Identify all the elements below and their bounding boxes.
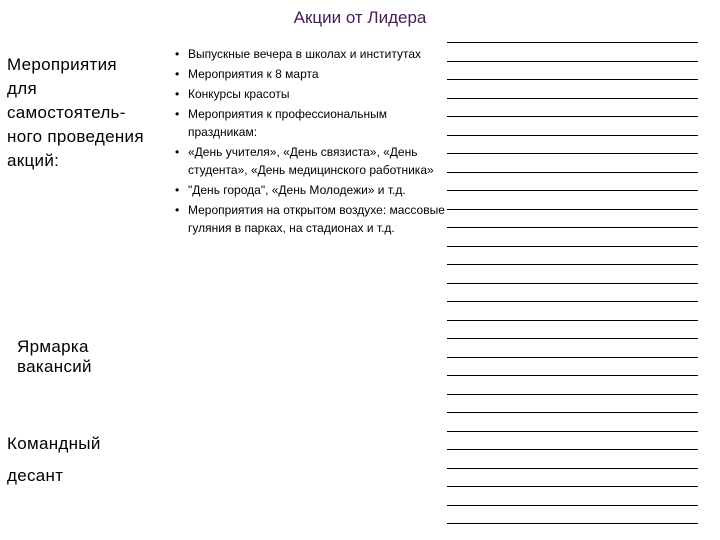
ruled-line — [447, 172, 698, 173]
bullet-icon: • — [175, 203, 180, 217]
list-item-text: Выпускные вечера в школах и институтах — [188, 47, 421, 61]
bullet-icon: • — [175, 107, 180, 121]
ruled-line — [447, 301, 698, 302]
heading-line: самостоятель- — [7, 103, 126, 122]
ruled-line — [447, 246, 698, 247]
bullet-icon: • — [175, 67, 180, 81]
heading-line: для — [7, 79, 37, 98]
section-heading-events — [7, 53, 182, 173]
list-item — [172, 85, 452, 103]
ruled-line — [447, 98, 698, 99]
heading-line: Командный — [7, 434, 101, 453]
heading-line: вакансий — [17, 357, 92, 376]
list-item — [172, 45, 452, 63]
list-item — [172, 181, 452, 199]
list-item-text: Мероприятия к профессиональным праздникам: — [188, 107, 387, 139]
ruled-line — [447, 190, 698, 191]
ruled-line — [447, 449, 698, 450]
list-item-text: Конкурсы красоты — [188, 87, 290, 101]
section-heading-job-fair — [17, 337, 92, 377]
ruled-line — [447, 283, 698, 284]
list-item-text: «День учителя», «День связиста», «День студента», «День медицинского работника» — [188, 145, 434, 177]
ruled-line — [447, 320, 698, 321]
list-item — [172, 143, 452, 179]
bullet-icon: • — [175, 145, 180, 159]
ruled-line — [447, 486, 698, 487]
heading-line: акций: — [7, 151, 60, 170]
bullet-icon: • — [175, 183, 180, 197]
heading-line: Ярмарка — [17, 337, 89, 356]
ruled-line — [447, 227, 698, 228]
ruled-line — [447, 79, 698, 80]
ruled-line — [447, 357, 698, 358]
ruled-line — [447, 116, 698, 117]
list-item — [172, 201, 452, 237]
heading-line: Мероприятия — [7, 55, 117, 74]
list-item — [172, 65, 452, 83]
ruled-line — [447, 431, 698, 432]
list-item-text: "День города", «День Молодежи» и т.д. — [188, 183, 406, 197]
ruled-line — [447, 135, 698, 136]
ruled-line — [447, 338, 698, 339]
list-item-text: Мероприятия к 8 марта — [188, 67, 319, 81]
ruled-line — [447, 264, 698, 265]
ruled-line — [447, 394, 698, 395]
ruled-line — [447, 42, 698, 43]
ruled-line — [447, 209, 698, 210]
list-item-text: Мероприятия на открытом воздухе: массовые гуляния в парках, на стадионах и т.д. — [188, 203, 445, 235]
event-bullet-list — [172, 45, 452, 239]
section-heading-team-landing — [7, 428, 101, 492]
bullet-icon: • — [175, 87, 180, 101]
bullet-icon: • — [175, 47, 180, 61]
ruled-line — [447, 375, 698, 376]
list-item — [172, 105, 452, 141]
heading-line: ного проведения — [7, 127, 144, 146]
heading-line: десант — [7, 466, 64, 485]
ruled-line — [447, 412, 698, 413]
page-title: Акции от Лидера — [293, 8, 427, 27]
ruled-line — [447, 61, 698, 62]
ruled-line — [447, 523, 698, 524]
ruled-line — [447, 468, 698, 469]
ruled-line — [447, 505, 698, 506]
ruled-line — [447, 153, 698, 154]
